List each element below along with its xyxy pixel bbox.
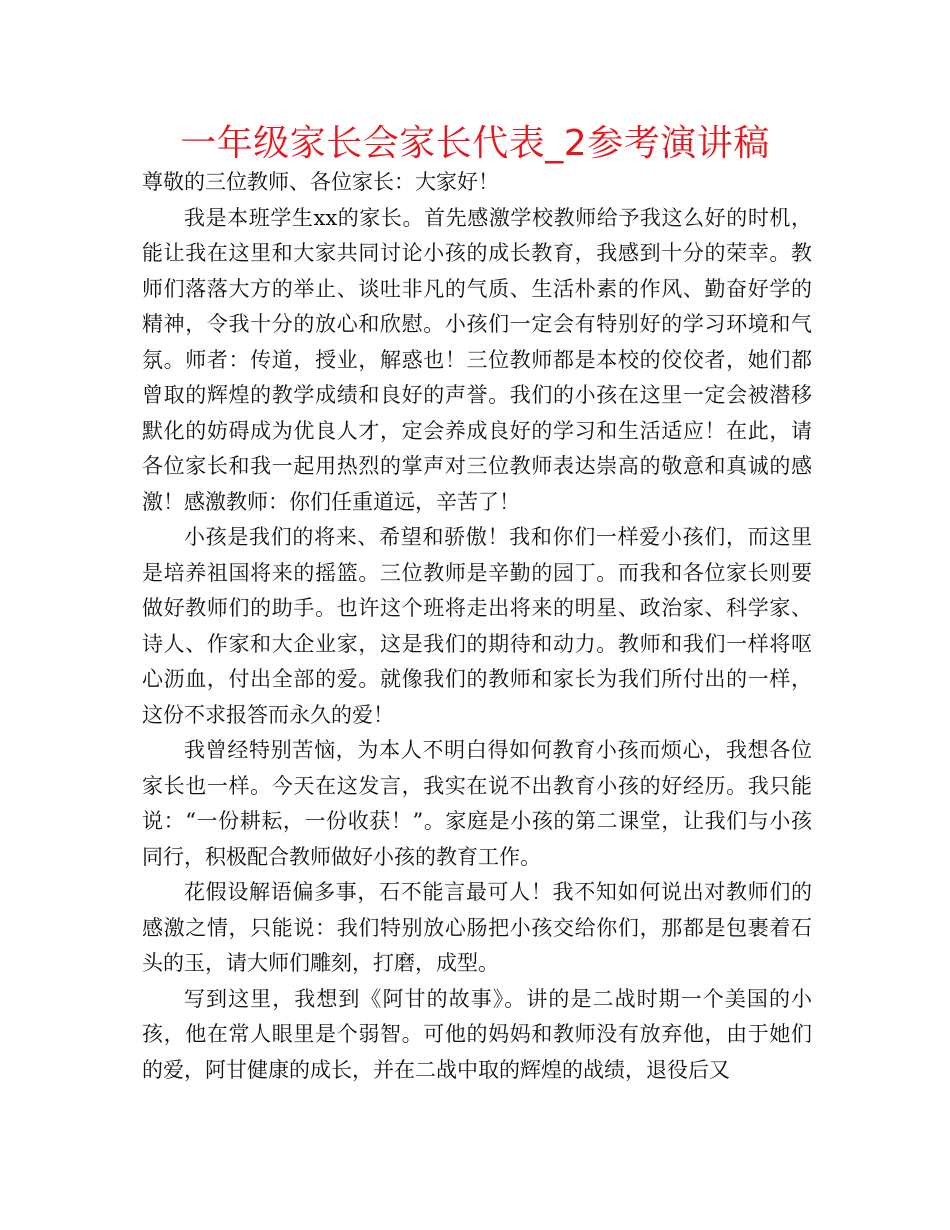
paragraph: 写到这里，我想到《阿甘的故事》。讲的是二战时期一个美国的小孩，他在常人眼里是个弱智。可他的妈妈和教师没有放弃他，由于她们的爱，阿甘健康的成长，并在二战中取的辉煌的战绩，退役后又 (142, 986, 812, 1082)
document-title: 一年级家长会家长代表_2参考演讲稿 (180, 123, 770, 164)
greeting-line: 尊敬的三位教师、各位家长：大家好！ (142, 170, 499, 194)
paragraph: 我曾经特别苦恼，为本人不明白得如何教育小孩而烦心，我想各位家长也一样。今天在这发言，我实在说不出教育小孩的好经历。我只能说：“一份耕耘，一份收获！”。家庭是小孩的第二课堂，让我们与小孩同行，积极配合教师做好小孩的教育工作。 (142, 738, 812, 869)
document-body (142, 165, 812, 1088)
paragraph: 我是本班学生xx的家长。首先感激学校教师给予我这么好的时机，能让我在这里和大家共同讨论小孩的成长教育，我感到十分的荣幸。教师们落落大方的举止、谈吐非凡的气质、生活朴素的作风、勤奋好学的精神，令我十分的放心和欣慰。小孩们一定会有特别好的学习环境和气氛。师者：传道，授业，解惑也！三位教师都是本校的佼佼者，她们都曾取的辉煌的教学成绩和良好的声誉。我们的小孩在这里一定会被潜移默化的妨碍成为优良人才，定会养成良好的学习和生活适应！在此，请各位家长和我一起用热烈的掌声对三位教师表达崇高的敬意和真诚的感激！感激教师：你们任重道远，辛苦了！ (142, 205, 812, 514)
paragraph: 花假设解语偏多事，石不能言最可人！我不知如何说出对教师们的感激之情，只能说：我们特别放心肠把小孩交给你们，那都是包裹着石头的玉，请大师们雕刻，打磨，成型。 (142, 880, 812, 975)
paragraph: 小孩是我们的将来、希望和骄傲！我和你们一样爱小孩们，而这里是培养祖国将来的摇篮。三位教师是辛勤的园丁。而我和各位家长则要做好教师们的助手。也许这个班将走出将来的明星、政治家、科学家、诗人、作家和大企业家，这是我们的期待和动力。教师和我们一样将呕心沥血，付出全部的爱。就像我们的教师和家长为我们所付出的一样，这份不求报答而永久的爱！ (142, 525, 812, 727)
